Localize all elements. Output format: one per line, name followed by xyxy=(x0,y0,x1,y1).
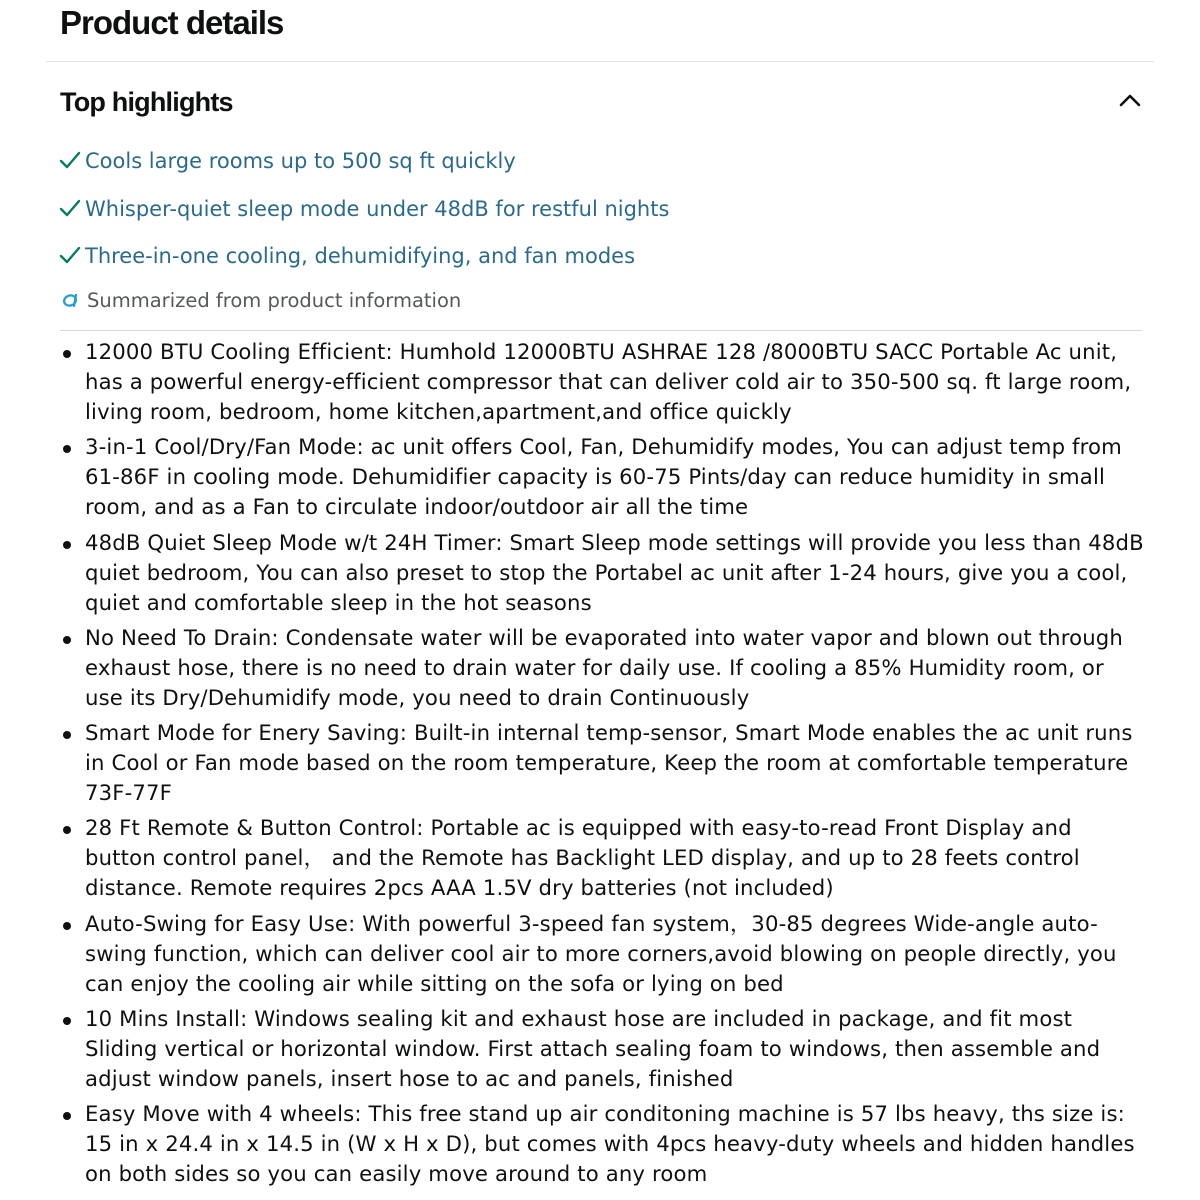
highlight-item xyxy=(59,140,1059,188)
feature-bullet: 3-in-1 Cool/Dry/Fan Mode: ac unit offers Cool, Fan, Dehumidify modes, You can adjust temp from 61-86F in cooling mode. Dehumidifier capacity is 60-75 Pints/day can reduce humidity in small room, and as a Fan to circulate indoor/outdoor air all the time xyxy=(58,432,1148,522)
feature-bullet: Easy Move with 4 wheels: This free stand up air conditoning machine is 57 lbs heavy, ths size is: 15 in x 24.4 in x 14.5 in (W x H x D), but comes with 4pcs heavy-duty wheels and hidden handles on both sides so you can easily move around to any room xyxy=(58,1099,1148,1189)
highlights-list xyxy=(59,140,1059,283)
feature-bullet: No Need To Drain: Condensate water will be evaporated into water vapor and blown out through exhaust hose, there is no need to drain water for daily use. If cooling a 85% Humidity room, or use its Dry/Dehumidify mode, you need to drain Continuously xyxy=(58,623,1148,713)
feature-bullet: 10 Mins Install: Windows sealing kit and exhaust hose are included in package, and fit most Sliding vertical or horizontal window. First attach sealing foam to windows, then assemble and adjust window panels, insert hose to ac and panels, finished xyxy=(58,1004,1148,1094)
chevron-up-icon[interactable] xyxy=(1118,89,1142,111)
check-icon xyxy=(59,245,81,265)
feature-bullets xyxy=(58,337,1148,1195)
top-highlights-title: Top highlights xyxy=(60,87,233,117)
check-icon xyxy=(59,150,81,170)
bullets-divider xyxy=(60,330,1142,331)
feature-bullet: Auto-Swing for Easy Use: With powerful 3-speed fan system，30-85 degrees Wide-angle auto-swing function, which can deliver cool air to more corners,avoid blowing on people directly, you can enjoy the cooling air while sitting on the sofa or lying on bed xyxy=(58,909,1148,999)
check-icon xyxy=(59,198,81,218)
feature-bullet: 28 Ft Remote & Button Control: Portable ac is equipped with easy-to-read Front Display and button control panel， and the Remote has Backlight LED display, and up to 28 feets control distance. Remote requires 2pcs AAA 1.5V dry batteries (not included) xyxy=(58,813,1148,903)
ai-sparkle-icon xyxy=(61,292,79,308)
top-highlights-header[interactable] xyxy=(60,80,1150,124)
feature-bullet: 12000 BTU Cooling Efficient: Humhold 12000BTU ASHRAE 128 /8000BTU SACC Portable Ac unit, has a powerful energy-efficient compressor that can deliver cold air to 350-500 sq. ft large room, living room, bedroom, home kitchen,apartment,and office quickly xyxy=(58,337,1148,427)
page-title: Product details xyxy=(60,4,284,41)
summary-note-text: Summarized from product information xyxy=(87,289,462,312)
highlight-item xyxy=(59,235,1059,283)
title-divider xyxy=(46,61,1154,62)
highlight-item xyxy=(59,188,1059,236)
highlight-text: Whisper-quiet sleep mode under 48dB for restful nights xyxy=(85,196,670,221)
highlight-text: Cools large rooms up to 500 sq ft quickly xyxy=(85,149,516,173)
summary-note xyxy=(61,283,461,319)
highlight-text: Three-in-one cooling, dehumidifying, and fan modes xyxy=(85,244,636,268)
feature-bullet: Smart Mode for Enery Saving: Built-in internal temp-sensor, Smart Mode enables the ac unit runs in Cool or Fan mode based on the room temperature, Keep the room at comfortable temperature 73F-77F xyxy=(58,718,1148,808)
feature-bullet: 48dB Quiet Sleep Mode w/t 24H Timer: Smart Sleep mode settings will provide you less than 48dB quiet bedroom, You can also preset to stop the Portabel ac unit after 1-24 hours, give you a cool, quiet and comfortable sleep in the hot seasons xyxy=(58,528,1148,618)
